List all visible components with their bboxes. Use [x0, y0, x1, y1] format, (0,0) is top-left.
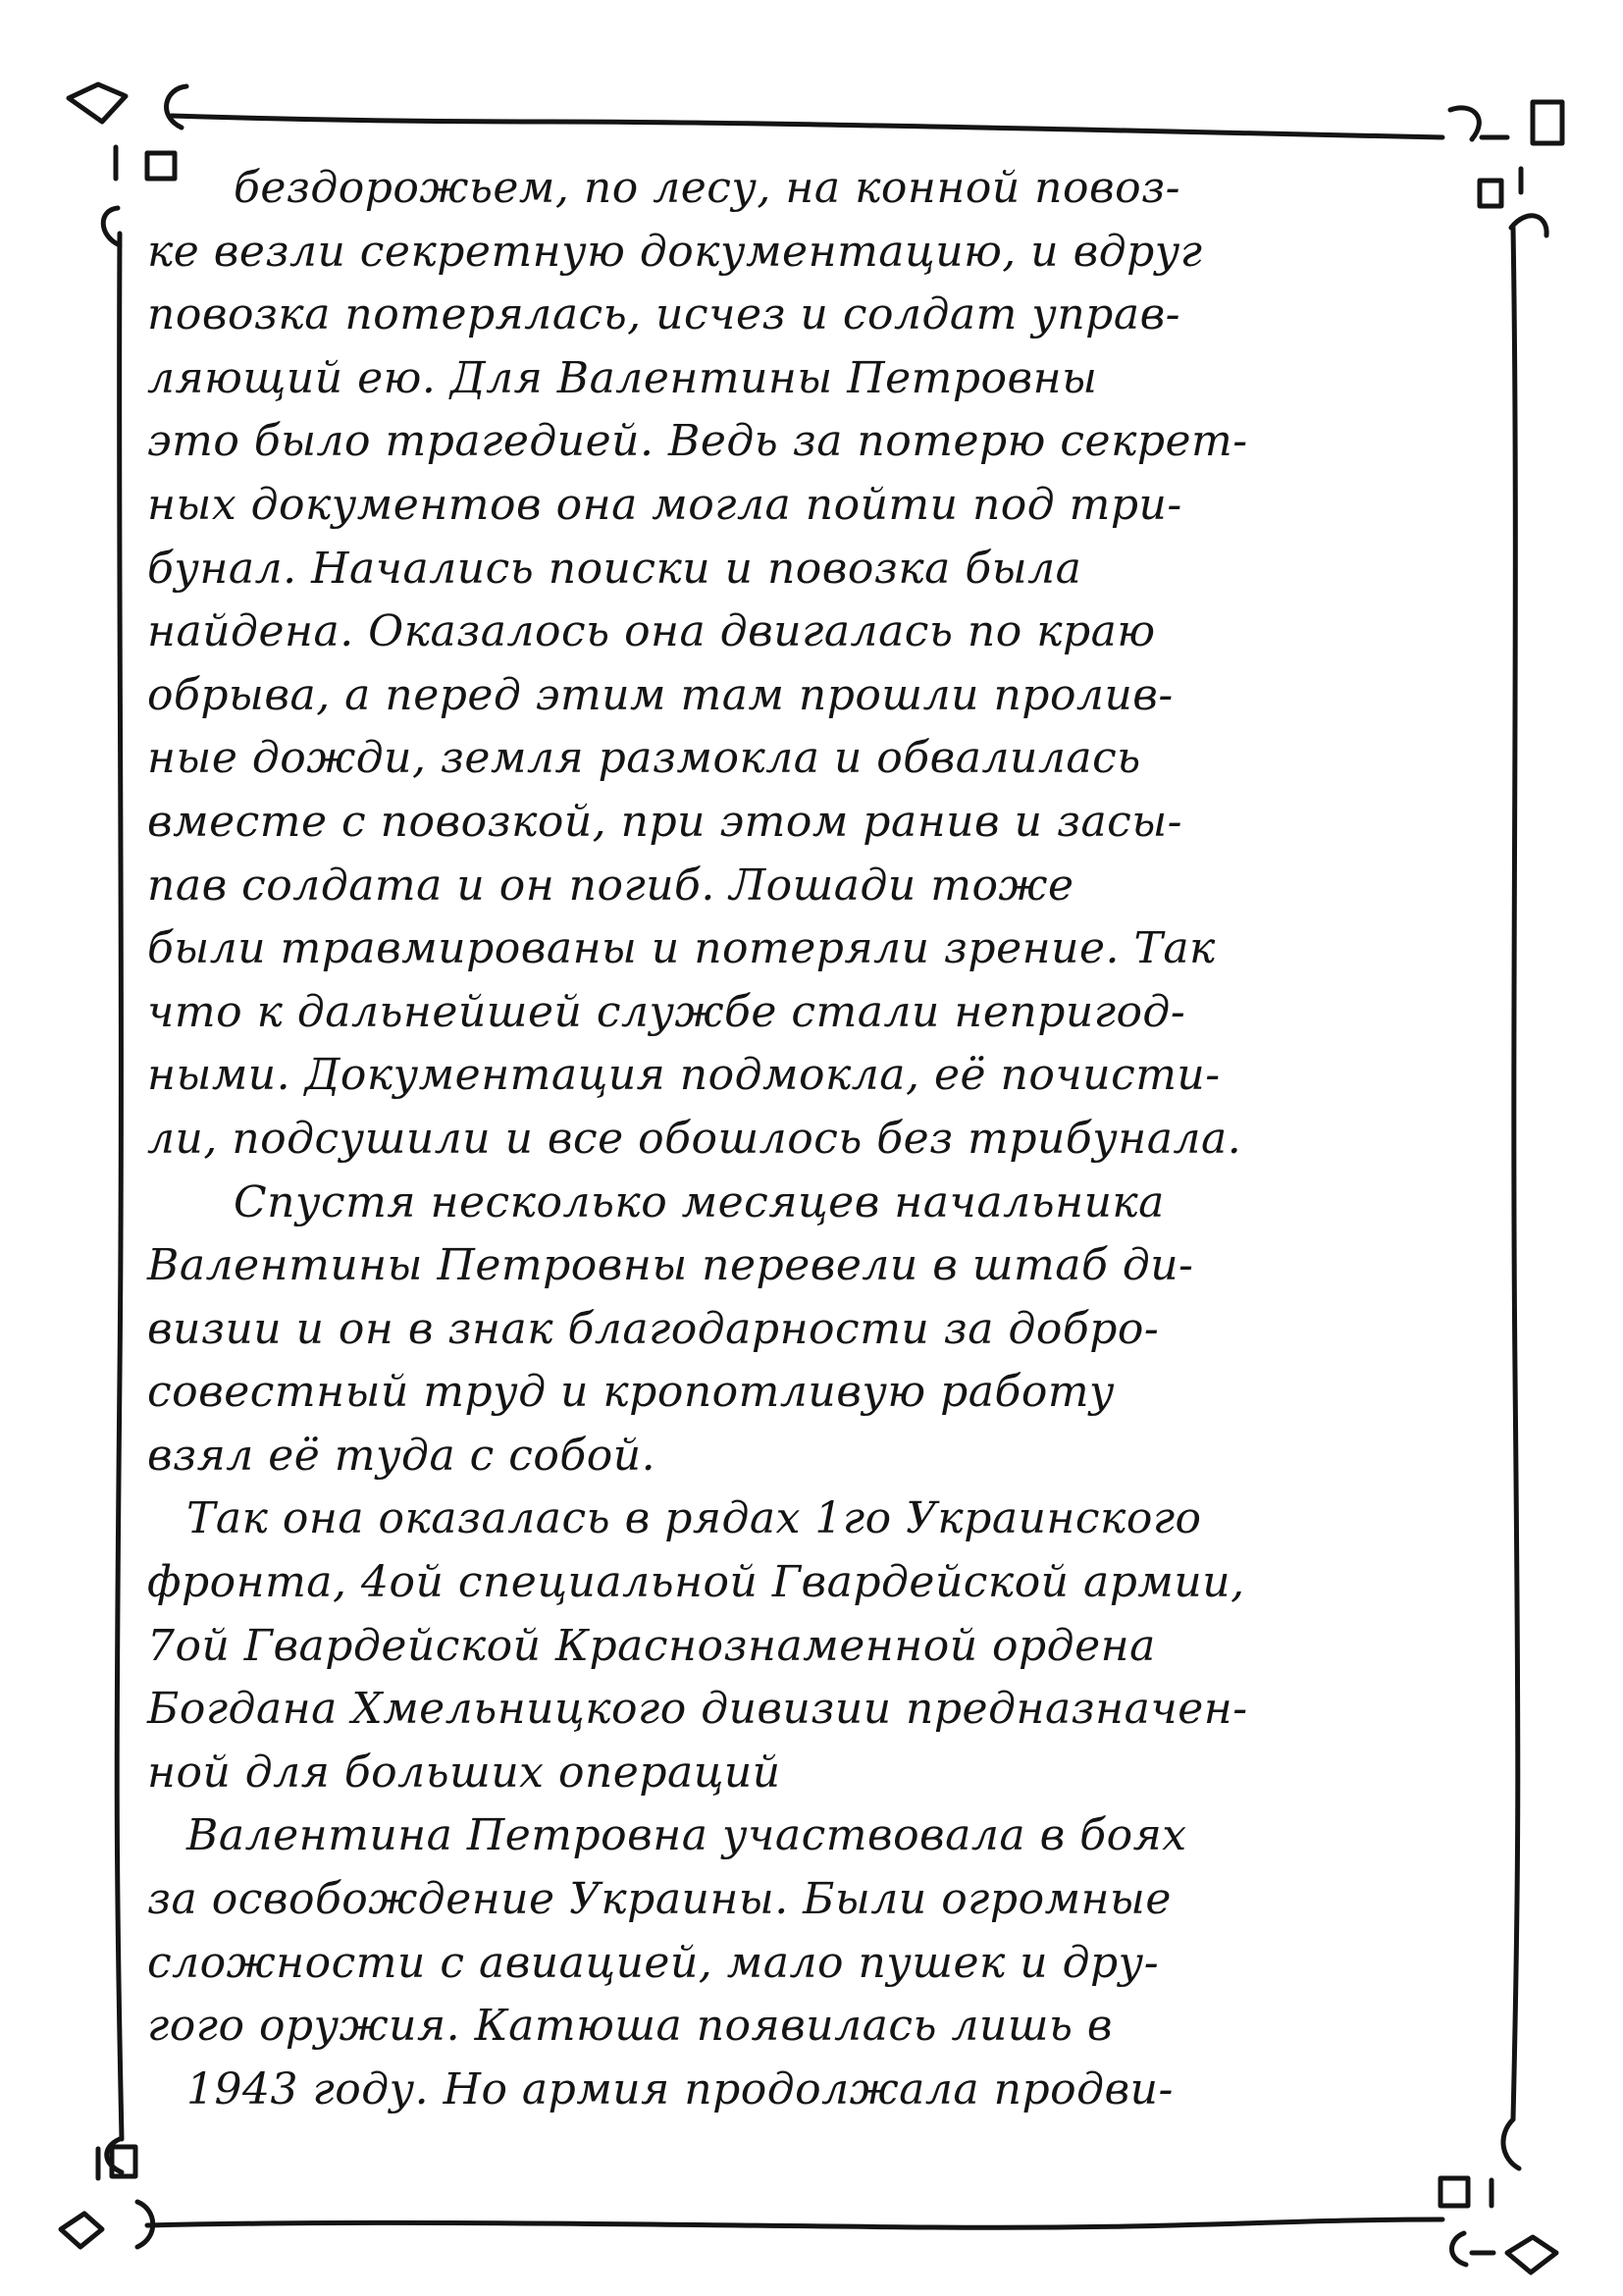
text-line: за освобождение Украины. Были огромные	[147, 1874, 1172, 1925]
text-line: гого оружия. Катюша появилась лишь в	[147, 2001, 1114, 2052]
text-line: фронта, 4ой специальной Гвардейской армии,	[147, 1557, 1245, 1608]
corner-bottom-right-box	[1440, 2178, 1468, 2206]
text-line: бездорожьем, по лесу, на конной повоз-	[234, 163, 1180, 213]
frame-right-line	[1513, 228, 1518, 2119]
handwritten-text-block	[147, 157, 1501, 2121]
text-line: найдена. Оказалось она двигалась по краю	[147, 606, 1156, 657]
corner-top-right-box	[1533, 102, 1562, 143]
text-line: ной для больших операций	[147, 1747, 781, 1798]
corner-top-left-curl	[167, 86, 186, 128]
text-line: 7ой Гвардейской Краснознаменной ордена	[147, 1620, 1156, 1671]
corner-bottom-right-curl	[1452, 2233, 1467, 2265]
text-line: вместе с повозкой, при этом ранив и засы-	[147, 796, 1183, 847]
text-line: Так она оказалась в рядах 1го Украинского	[186, 1493, 1202, 1544]
text-line: Валентина Петровна участвовала в боях	[186, 1810, 1187, 1861]
text-line: повозка потерялась, исчез и солдат управ-	[147, 289, 1181, 340]
corner-top-right-hook	[1511, 216, 1546, 235]
text-line: Валентины Петровны перевели в штаб ди-	[147, 1240, 1194, 1291]
corner-bottom-left-diamond	[61, 2214, 102, 2247]
corner-bottom-right-diamond	[1507, 2237, 1556, 2272]
text-line: ных документов она могла пойти под три-	[147, 479, 1182, 530]
text-line: были травмированы и потеряли зрение. Так	[147, 923, 1216, 974]
text-line: сложности с авиацией, мало пушек и дру-	[147, 1937, 1160, 1988]
text-line: это было трагедией. Ведь за потерю секрет-	[147, 416, 1248, 467]
frame-bottom-line	[147, 2219, 1442, 2227]
text-line: ными. Документация подмокла, её почисти-	[147, 1050, 1221, 1101]
text-line: 1943 году. Но армия продолжала продви-	[186, 2063, 1174, 2114]
text-line: обрыва, а перед этим там прошли пролив-	[147, 669, 1174, 720]
text-line: ные дожди, земля размокла и обвалилась	[147, 733, 1141, 784]
text-line: взял её туда с собой.	[147, 1430, 656, 1481]
text-line: бунал. Начались поиски и повозка была	[147, 543, 1082, 594]
corner-top-right-curl	[1450, 108, 1479, 139]
corner-bottom-right-hook	[1503, 2119, 1519, 2168]
text-line: визии и он в знак благодарности за добро-	[147, 1303, 1160, 1354]
text-line: ляющий ею. Для Валентины Петровны	[147, 352, 1098, 403]
text-line: ке везли секретную документацию, и вдруг	[147, 226, 1203, 277]
text-line: Спустя несколько месяцев начальника	[234, 1176, 1165, 1227]
frame-top-line	[172, 116, 1442, 137]
text-line: что к дальнейшей службе стали непригод-	[147, 986, 1186, 1037]
corner-top-left-diamond	[69, 84, 126, 122]
text-line: ли, подсушили и все обошлось без трибунала.	[147, 1113, 1242, 1164]
frame-left-line	[117, 234, 122, 2139]
text-line: Богдана Хмельницкого дивизии предназначен-	[147, 1684, 1248, 1735]
text-line: пав солдата и он погиб. Лошади тоже	[147, 860, 1074, 911]
text-line: совестный труд и кропотливую работу	[147, 1367, 1116, 1418]
